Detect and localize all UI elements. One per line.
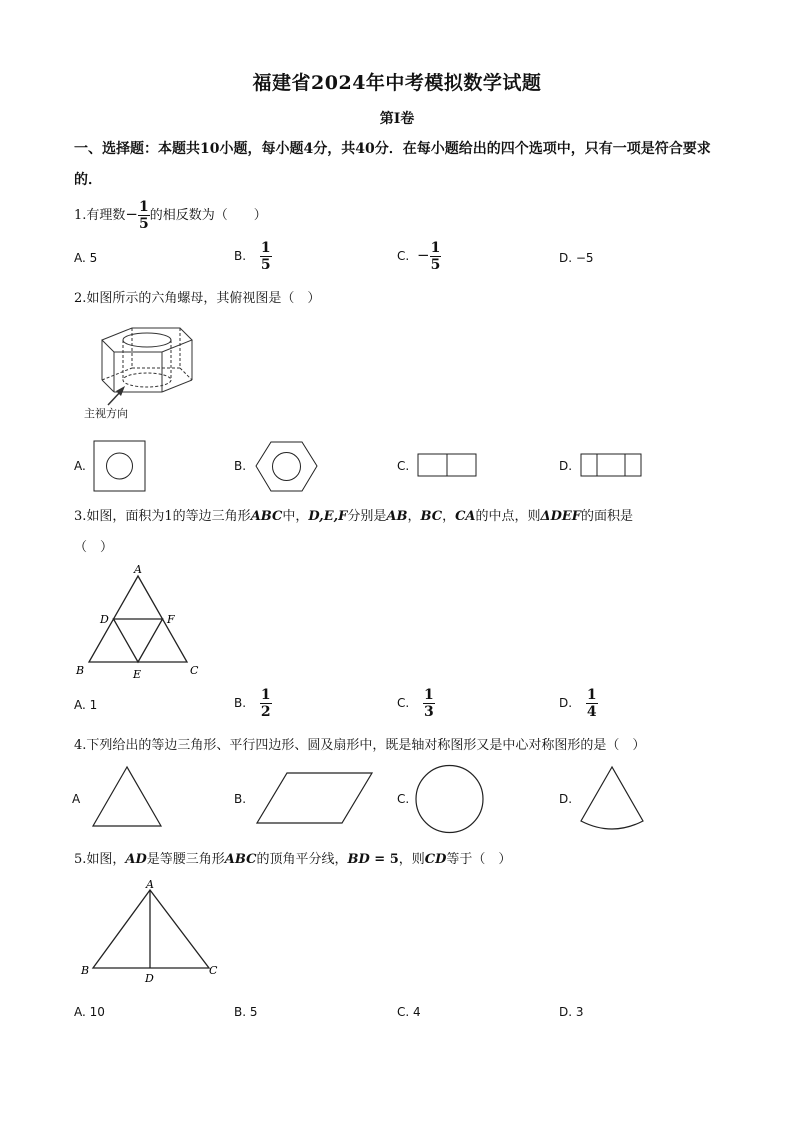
q3-text-2: 中， xyxy=(282,509,309,524)
q2-option-c[interactable]: C. xyxy=(397,459,410,473)
q3-sep-2: ， xyxy=(442,509,456,524)
q5-option-c[interactable]: C. 4 xyxy=(397,1005,421,1019)
q4-option-a-triangle xyxy=(92,766,164,830)
q3-triangle-figure xyxy=(72,562,212,684)
q5-ad: AD xyxy=(125,852,147,867)
q1-option-a[interactable]: A. 5 xyxy=(74,251,98,265)
q3-label-e: E xyxy=(133,668,142,681)
q4-option-b[interactable]: B. xyxy=(234,792,247,806)
q1-option-c[interactable] xyxy=(397,240,441,273)
q5-option-b[interactable]: B. 5 xyxy=(234,1005,258,1019)
q4-option-d[interactable]: D. xyxy=(559,792,573,806)
q3-label-a: A xyxy=(134,563,142,576)
q3-option-d[interactable] xyxy=(559,687,598,720)
q5-text-1: 5.如图， xyxy=(74,852,126,867)
q3-sep-1: ， xyxy=(407,509,421,524)
page-title: 福建省2024年中考模拟数学试题 xyxy=(252,72,542,94)
q1-prefix: 1.有理数 xyxy=(74,208,126,223)
q1-option-c-fraction xyxy=(430,240,442,273)
q3-option-b-label: B. xyxy=(234,696,247,710)
q1-option-c-den: 5 xyxy=(430,257,441,273)
q2-option-d[interactable]: D. xyxy=(559,459,573,473)
q5-option-a[interactable]: A. 10 xyxy=(74,1005,105,1019)
q1-option-c-label: C. xyxy=(397,249,410,263)
q5-equals: = 5 xyxy=(369,852,399,867)
q3-option-c-fraction xyxy=(423,687,435,720)
volume-heading: 第Ⅰ卷 xyxy=(379,111,415,127)
section-header: 一、选择题：本题共10小题，每小题4分，共40分．在每小题给出的四个选项中，只有一项是符合要求的． xyxy=(74,141,711,188)
q3-option-d-label: D. xyxy=(559,696,573,710)
question-4: 4.下列给出的等边三角形、平行四边形、圆及扇形中，既是轴对称图形又是中心对称图形的是（ ） xyxy=(74,738,646,753)
q1-suffix: 的相反数为（ ） xyxy=(149,208,267,223)
q4-option-b-parallelogram xyxy=(255,771,377,827)
q1-option-c-minus: − xyxy=(417,246,430,264)
q3-label-d: D xyxy=(100,613,109,626)
q3-abc: ABC xyxy=(250,509,283,524)
q5-isosceles-figure xyxy=(78,876,222,986)
q3-option-b[interactable] xyxy=(234,687,272,720)
q1-option-b[interactable] xyxy=(234,240,272,273)
q3-label-b: B xyxy=(76,664,85,677)
q5-cd: CD xyxy=(424,852,447,867)
q4-option-a[interactable]: A xyxy=(72,792,81,806)
q5-abc: ABC xyxy=(224,852,257,867)
q4-option-c-circle xyxy=(414,764,486,836)
q5-option-d[interactable]: D. 3 xyxy=(559,1005,584,1019)
q3-text-4: 的中点，则 xyxy=(475,509,541,524)
q4-option-c[interactable]: C. xyxy=(397,792,410,806)
q2-option-c-figure xyxy=(417,453,479,479)
question-3 xyxy=(74,505,633,524)
q5-text-5: 等于（ ） xyxy=(446,852,512,867)
q3-label-c: C xyxy=(190,664,199,677)
q3-option-b-fraction xyxy=(260,687,272,720)
q1-option-c-num: 1 xyxy=(430,240,441,256)
question-2: 2.如图所示的六角螺母，其俯视图是（ ） xyxy=(74,291,321,306)
q3-option-d-num: 1 xyxy=(586,687,597,703)
q2-option-d-figure xyxy=(580,453,644,479)
q1-option-b-label: B. xyxy=(234,249,247,263)
q3-triangle-def: ΔDEF xyxy=(540,509,582,524)
q1-fraction xyxy=(138,199,150,232)
q5-label-d: D xyxy=(145,972,154,985)
q2-option-a[interactable]: A. xyxy=(74,459,86,473)
q3-option-a[interactable]: A. 1 xyxy=(74,698,98,712)
q1-option-b-num: 1 xyxy=(260,240,271,256)
q5-text-3: 的顶角平分线， xyxy=(256,852,348,867)
q3-ca: CA xyxy=(455,509,476,524)
q5-label-b: B xyxy=(81,964,90,977)
q3-label-f: F xyxy=(167,613,175,626)
q1-option-d[interactable]: D. −5 xyxy=(559,251,594,265)
q3-option-b-den: 2 xyxy=(260,704,271,720)
q3-option-d-fraction xyxy=(586,687,598,720)
q3-text-1: 3.如图，面积为1的等边三角形 xyxy=(74,509,251,524)
q1-option-b-fraction xyxy=(260,240,272,273)
q3-text-5: 的面积是 xyxy=(581,509,634,524)
q2-option-b-figure xyxy=(255,441,319,493)
q3-bc: BC xyxy=(420,509,443,524)
q3-option-c-den: 3 xyxy=(424,704,434,720)
q1-frac-den: 5 xyxy=(138,216,149,232)
q3-option-c[interactable] xyxy=(397,687,435,720)
q3-option-c-num: 1 xyxy=(424,687,434,703)
q1-minus: − xyxy=(125,205,138,223)
q1-frac-num: 1 xyxy=(138,199,149,215)
q3-def: D,E,F xyxy=(308,509,348,524)
q5-label-c: C xyxy=(209,964,218,977)
q3-option-c-label: C. xyxy=(397,696,410,710)
q5-label-a: A xyxy=(146,878,154,891)
q1-option-b-den: 5 xyxy=(260,257,271,273)
view-direction-label: 主视方向 xyxy=(84,407,128,420)
q2-option-b[interactable]: B. xyxy=(234,459,247,473)
q3-option-b-num: 1 xyxy=(260,687,271,703)
question-1 xyxy=(74,199,267,232)
question-5 xyxy=(74,848,511,867)
q5-text-2: 是等腰三角形 xyxy=(146,852,225,867)
q3-answer-paren: （ ） xyxy=(74,540,114,555)
q3-ab: AB xyxy=(386,509,408,524)
q5-text-4: ，则 xyxy=(398,852,425,867)
q3-option-d-den: 4 xyxy=(586,704,597,720)
q3-text-3: 分别是 xyxy=(347,509,387,524)
q2-option-a-figure xyxy=(93,440,147,492)
q5-bd: BD xyxy=(347,852,370,867)
q4-option-d-sector xyxy=(578,764,648,834)
